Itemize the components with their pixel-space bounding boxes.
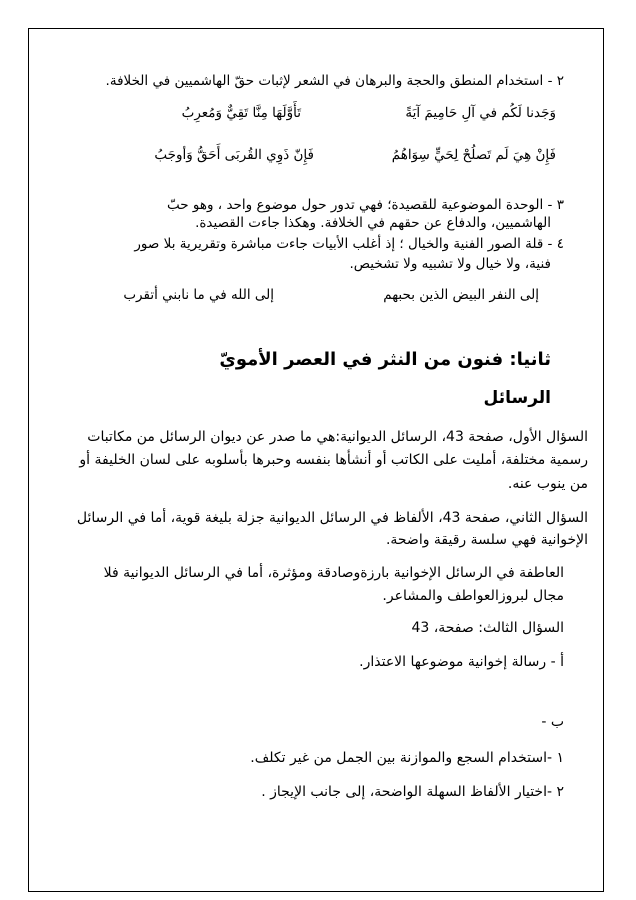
q2-line1: السؤال الثاني، صفحة 43، الألفاظ في الرسائل الديوانية جزلة بليغة قوية، أما في الرسائل	[76, 510, 588, 526]
q1-line1: السؤال الأول، صفحة 43، الرسائل الديوانية:هي ما صدر عن ديوان الرسائل من مكاتبات	[87, 429, 588, 445]
item4-line2: فنية، ولا خيال ولا تشبيه ولا تشخيص.	[349, 256, 551, 272]
verse1-first-hemistich: وَجَدنا لَكُم في آلِ حَامِيمَ آيَةً	[405, 105, 556, 121]
part-b-label: ب -	[541, 714, 564, 730]
emotion-line1: العاطفة في الرسائل الإخوانية بارزةوصادقة ومؤثرة، أما في الرسائل الديوانية فلا	[103, 565, 564, 581]
verse1-second-hemistich: تَأَوَّلَهَا مِنَّا تَقِيٌّ وَمُعرِبُ	[181, 105, 301, 121]
verse3-first-hemistich: إلى النفر البيض الذين بحبهم	[383, 287, 539, 303]
part-b-item2: ٢ -اختيار الألفاظ السهلة الواضحة، إلى جانب الإيجاز .	[261, 784, 564, 800]
item2-title: ٢ - استخدام المنطق والحجة والبرهان في الشعر لإثبات حقّ الهاشميين في الخلافة.	[105, 73, 564, 89]
q3-answer-a: أ - رسالة إخوانية موضوعها الاعتذار.	[359, 654, 564, 670]
item4-line1: ٤ - قلة الصور الفنية والخيال ؛ إذ أغلب الأبيات جاءت مباشرة وتقريرية بلا صور	[134, 236, 564, 252]
q1-line2: رسمية مختلفة، أمليت على الكاتب أو أنشأها بنفسه وحبرها بأسلوبه على لسان الخليفة أو	[79, 452, 588, 468]
verse3-second-hemistich: إلى الله في ما نابني أتقرب	[123, 287, 274, 303]
item3-line2: الهاشميين، والدفاع عن حقهم في الخلافة. وهكذا جاءت القصيدة.	[195, 215, 551, 231]
emotion-line2: مجال لبروزالعواطف والمشاعر.	[382, 588, 564, 604]
section-title: ثانيا: فنون من النثر في العصر الأمويّ	[219, 349, 551, 370]
q1-line3: من ينوب عنه.	[507, 476, 588, 492]
part-b-item1: ١ -استخدام السجع والموازنة بين الجمل من غير تكلف.	[250, 750, 564, 766]
subsection-title: الرسائل	[483, 388, 551, 408]
q2-line2: الإخوانية فهي سلسة رقيقة واضحة.	[385, 532, 588, 548]
q3-title: السؤال الثالث: صفحة، 43	[411, 620, 564, 636]
item3-line1: ٣ - الوحدة الموضوعية للقصيدة؛ فهي تدور حول موضوع واحد ، وهو حبّ	[167, 197, 564, 213]
verse2-second-hemistich: فَإِنّ ذَوِي القُربَى أَحَقُّ وَأوجَبُ	[154, 147, 314, 163]
verse2-first-hemistich: فَإِنْ هِيَ لَم تَصلُحْ لِحَيٍّ سِوَاهُمُ	[391, 147, 556, 163]
